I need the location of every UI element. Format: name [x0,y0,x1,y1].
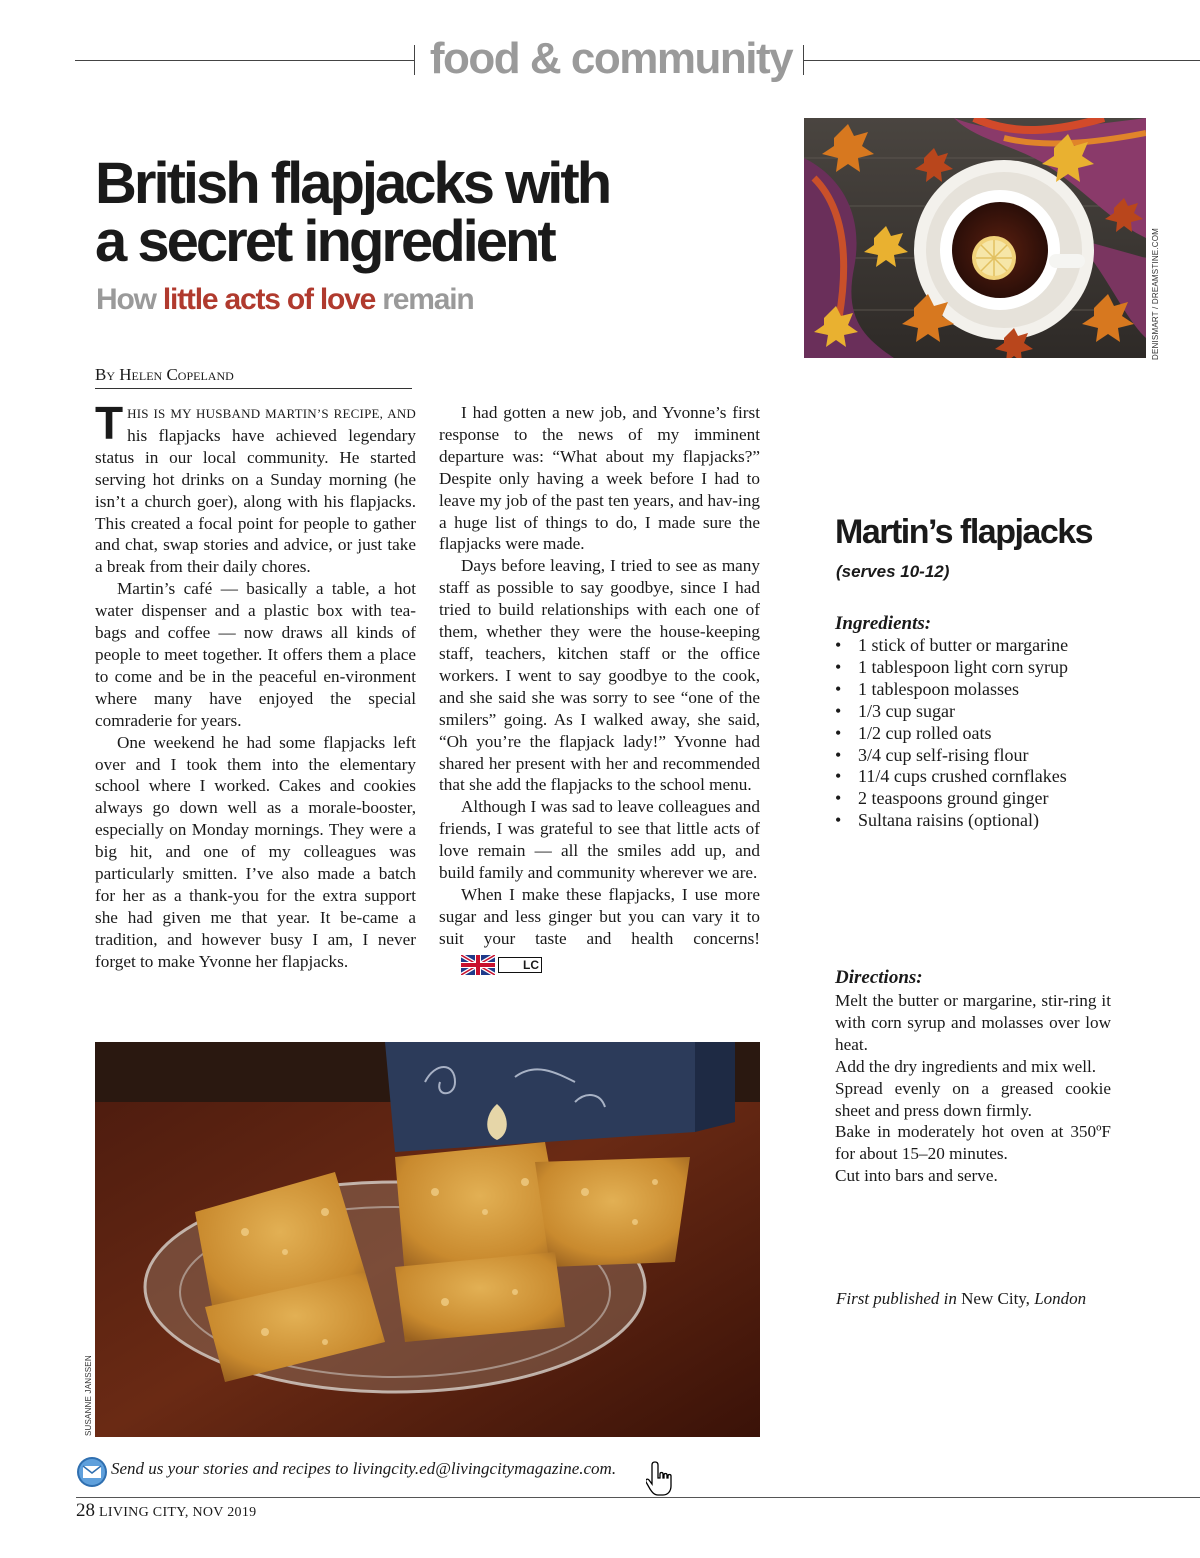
article-headline [95,151,695,274]
paragraph: Days before leaving, I tried to see as many staff as possible to say goodbye, since I had tried to build relationships with each one of them, whether they were the house-keeping staff, teachers, kitchen staff or the office workers. I went to say goodbye to the cook, and she said she was sorry to see “one of the smilers” going. As I walked away, she said, “Oh you’re the flapjack lady!” Yvonne had shared her present with her and recommended that she add the flapjacks to the school menu. [439,556,760,795]
published-publication: New City, [956,1289,1030,1308]
headline-line-2: a secret ingredient [95,209,554,274]
paragraph-text: his flapjacks have achieved legendary status in our local community. He started serving hot drinks on a Sunday morning (he isn’t a church goer), along with his flapjacks. This created a focal point for people to gather and chat, swap stories and advice, or just take a break from their daily chores. [95,425,416,577]
paragraph: Although I was sad to leave colleagues and friends, I was grateful to see that little acts of love remain — all the smiles add up, and build family and community wherever we are. [439,797,760,883]
header-rule-left [75,60,415,61]
direction-step: Add the dry ingredients and mix well. [835,1056,1097,1076]
hand-cursor-icon [646,1460,676,1500]
subhead-post: remain [375,283,474,316]
ingredient-item: • Sultana raisins (optional) [835,810,1039,831]
headline-line-1: British flapjacks with [95,151,610,216]
submission-invite-link[interactable]: Send us your stories and recipes to livingcity.ed@livingcitymagazine.com. [111,1459,617,1478]
article-column-2 [439,402,760,975]
footer-rule [76,1497,1200,1498]
paragraph [439,884,760,975]
mail-icon[interactable] [76,1456,108,1488]
ingredient-item: • 1/3 cup sugar [835,700,955,721]
section-title: food & community [429,34,793,83]
published-city: London [1029,1289,1087,1308]
ingredient-item: • 1 tablespoon molasses [835,678,1019,699]
magazine-issue: LIVING CITY, NOV 2019 [99,1505,257,1520]
paragraph: I had gotten a new job, and Yvonne’s first response to the news of my imminent departure was: “What about my flapjacks?” Despite only having a week before I had to leave my job of the past ten years, and hav-ing a huge list of things to do, I made sure the flapjacks were made. [439,403,760,554]
lc-logo: LC [498,957,542,973]
page-number: 28 [76,1500,95,1521]
ingredient-item: • 3/4 cup self-rising flour [835,744,1029,765]
ingredients-list [835,635,1135,832]
subhead-pre: How [96,283,163,316]
paragraph: Martin’s café — basically a table, a hot water dispenser and a plastic box with tea-bags and coffee — now draws all kinds of people to meet together. It offers them a place to come and be in the peaceful en-vironment where many have enjoyed the special comraderie for years. [95,579,416,730]
article-column-1 [95,397,416,973]
header-tick-left [414,45,415,75]
direction-step: Bake in moderately hot oven at 350ºF for about 15–20 minutes. [835,1122,1111,1164]
ingredient-item: • 1 tablespoon light corn syrup [835,656,1068,677]
flapjack-photo-credit: SUSANNE JANSSEN [84,1355,93,1436]
ingredient-item: • 11/4 cups crushed cornflakes [835,766,1067,787]
byline: By Helen Copeland [95,364,412,389]
subhead-highlight: little acts of love [162,283,376,316]
end-marks [439,953,542,975]
directions-body [835,990,1111,1187]
lead-in-caps: HIS IS MY HUSBAND MARTIN’S RECIPE, AND [127,406,416,421]
direction-step: Spread evenly on a greased cookie sheet and press down firmly. [835,1078,1111,1120]
direction-step: Melt the butter or margarine, stir-ring it with corn syrup and molasses over low heat. [835,991,1111,1054]
published-pre: First published in [836,1289,957,1308]
folio [76,1500,256,1524]
paragraph-text: When I make these flapjacks, I use more sugar and less ginger but you can vary it to suit your taste and health concerns! [439,884,760,948]
paragraph: One weekend he had some flapjacks left over and I took them into the elementary school where I worked. Cakes and cookies always go down well as a morale-booster, especially on Monday mornings. They were a big hit, and one of my colleagues was particularly smitten. I’ve also made a batch for her as a thank-you for the extra support she had given me that year. It be-came a tradition, and however busy I am, I never forget to make Yvonne her flapjacks. [95,732,416,971]
tea-autumn-photo [804,118,1146,358]
paragraph [95,397,416,578]
recipe-title: Martin’s flapjacks [835,513,1093,551]
uk-flag-icon [461,955,495,975]
ingredient-item: • 2 teaspoons ground ginger [835,788,1049,809]
header-rule-right [803,60,1200,61]
ingredient-item: • 1/2 cup rolled oats [835,722,992,743]
drop-cap: T [95,397,124,449]
flapjacks-photo [95,1042,760,1437]
direction-step: Cut into bars and serve. [835,1166,998,1186]
tea-photo-credit: DENISMART / DREAMSTINE.COM [1151,227,1160,360]
article-subhead [96,281,696,319]
ingredient-item: • 1 stick of butter or margarine [835,635,1069,655]
ingredients-heading: Ingredients: [835,613,932,634]
directions-heading: Directions: [835,967,923,988]
recipe-serves: (serves 10-12) [836,562,950,581]
first-published-note [836,1288,1086,1310]
